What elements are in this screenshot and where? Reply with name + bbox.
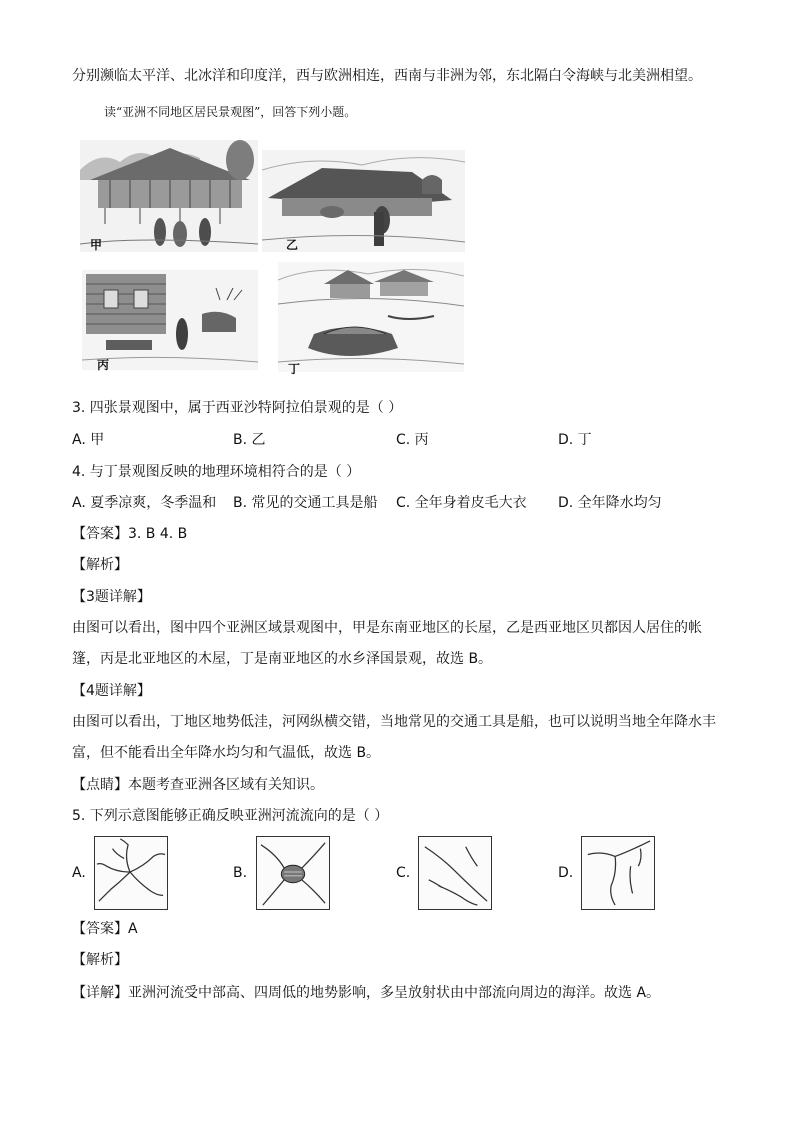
answer-line-1: [72, 524, 187, 544]
analysis-heading-1: 【解析】: [72, 557, 128, 573]
reading-prompt: 读“亚洲不同地区居民景观图”，回答下列小题。: [104, 105, 357, 119]
label-bing: 丙: [97, 358, 110, 372]
analysis-heading-2: 【解析】: [72, 952, 128, 968]
label-yi: 乙: [286, 238, 299, 252]
q5-option-c-river-map[interactable]: [418, 836, 492, 910]
question-4-stem: 4. 与丁景观图反映的地理环境相符合的是（ ）: [72, 464, 361, 480]
label-ding: 丁: [288, 362, 301, 376]
image-ding-water-village: [278, 262, 464, 372]
q5-option-b-river-map[interactable]: [256, 836, 330, 910]
dianjing-line: [72, 775, 324, 795]
answer-text-2: A: [128, 921, 138, 937]
label-jia: 甲: [90, 238, 103, 252]
answer-text: 3. B 4. B: [128, 526, 188, 542]
q4-option-d[interactable]: D. 全年降水均匀: [558, 495, 662, 511]
q3-option-a[interactable]: A. 甲: [72, 432, 105, 448]
detail-3-line-1: 由图可以看出，图中四个亚洲区域景观图中，甲是东南亚地区的长屋，乙是西亚地区贝都因人居住的帐: [72, 620, 702, 636]
detail-3-title: 【3题详解】: [72, 589, 151, 605]
question-3-stem: 3. 四张景观图中，属于西亚沙特阿拉伯景观的是（ ）: [72, 400, 403, 416]
q5-option-a-river-map[interactable]: [94, 836, 168, 910]
detail-5-tag: 【详解】: [72, 985, 128, 1001]
image-yi-bedouin-tent: [262, 150, 465, 252]
q4-option-c[interactable]: C. 全年身着皮毛大衣: [396, 495, 527, 511]
q5-option-c-letter[interactable]: C.: [396, 865, 411, 881]
detail-5-line: [72, 983, 660, 1003]
q5-option-d-river-map[interactable]: [581, 836, 655, 910]
q3-option-d[interactable]: D. 丁: [558, 432, 592, 448]
intro-text: 分别濒临太平洋、北冰洋和印度洋，西与欧洲相连，西南与非洲为邻，东北隔白令海峡与北美洲相望。: [72, 68, 702, 84]
answer-tag: 【答案】: [72, 526, 128, 542]
answer-line-2: [72, 919, 138, 939]
detail-3-line-2: 篷，丙是北亚地区的木屋，丁是南亚地区的水乡泽国景观，故选 B。: [72, 651, 493, 667]
q5-option-d-letter[interactable]: D.: [558, 865, 574, 881]
q3-option-b[interactable]: B. 乙: [233, 432, 266, 448]
q4-option-a[interactable]: A. 夏季凉爽，冬季温和: [72, 495, 217, 511]
q3-option-c[interactable]: C. 丙: [396, 432, 429, 448]
detail-4-line-1: 由图可以看出，丁地区地势低洼，河网纵横交错，当地常见的交通工具是船，也可以说明当地全年降水丰: [72, 714, 716, 730]
q5-option-b-letter[interactable]: B.: [233, 865, 248, 881]
q5-option-a-letter[interactable]: A.: [72, 865, 86, 881]
image-jia-longhouse: [80, 140, 258, 252]
q4-option-b[interactable]: B. 常见的交通工具是船: [233, 495, 378, 511]
answer-tag-2: 【答案】: [72, 921, 128, 937]
dianjing-tag: 【点睛】: [72, 777, 128, 793]
image-bing-log-house: [82, 270, 258, 370]
detail-5-text: 亚洲河流受中部高、四周低的地势影响，多呈放射状由中部流向周边的海洋。故选 A。: [128, 985, 661, 1001]
detail-4-title: 【4题详解】: [72, 683, 151, 699]
detail-4-line-2: 富，但不能看出全年降水均匀和气温低，故选 B。: [72, 745, 381, 761]
question-5-stem: 5. 下列示意图能够正确反映亚洲河流流向的是（ ）: [72, 808, 389, 824]
dianjing-text: 本题考查亚洲各区域有关知识。: [128, 777, 324, 793]
